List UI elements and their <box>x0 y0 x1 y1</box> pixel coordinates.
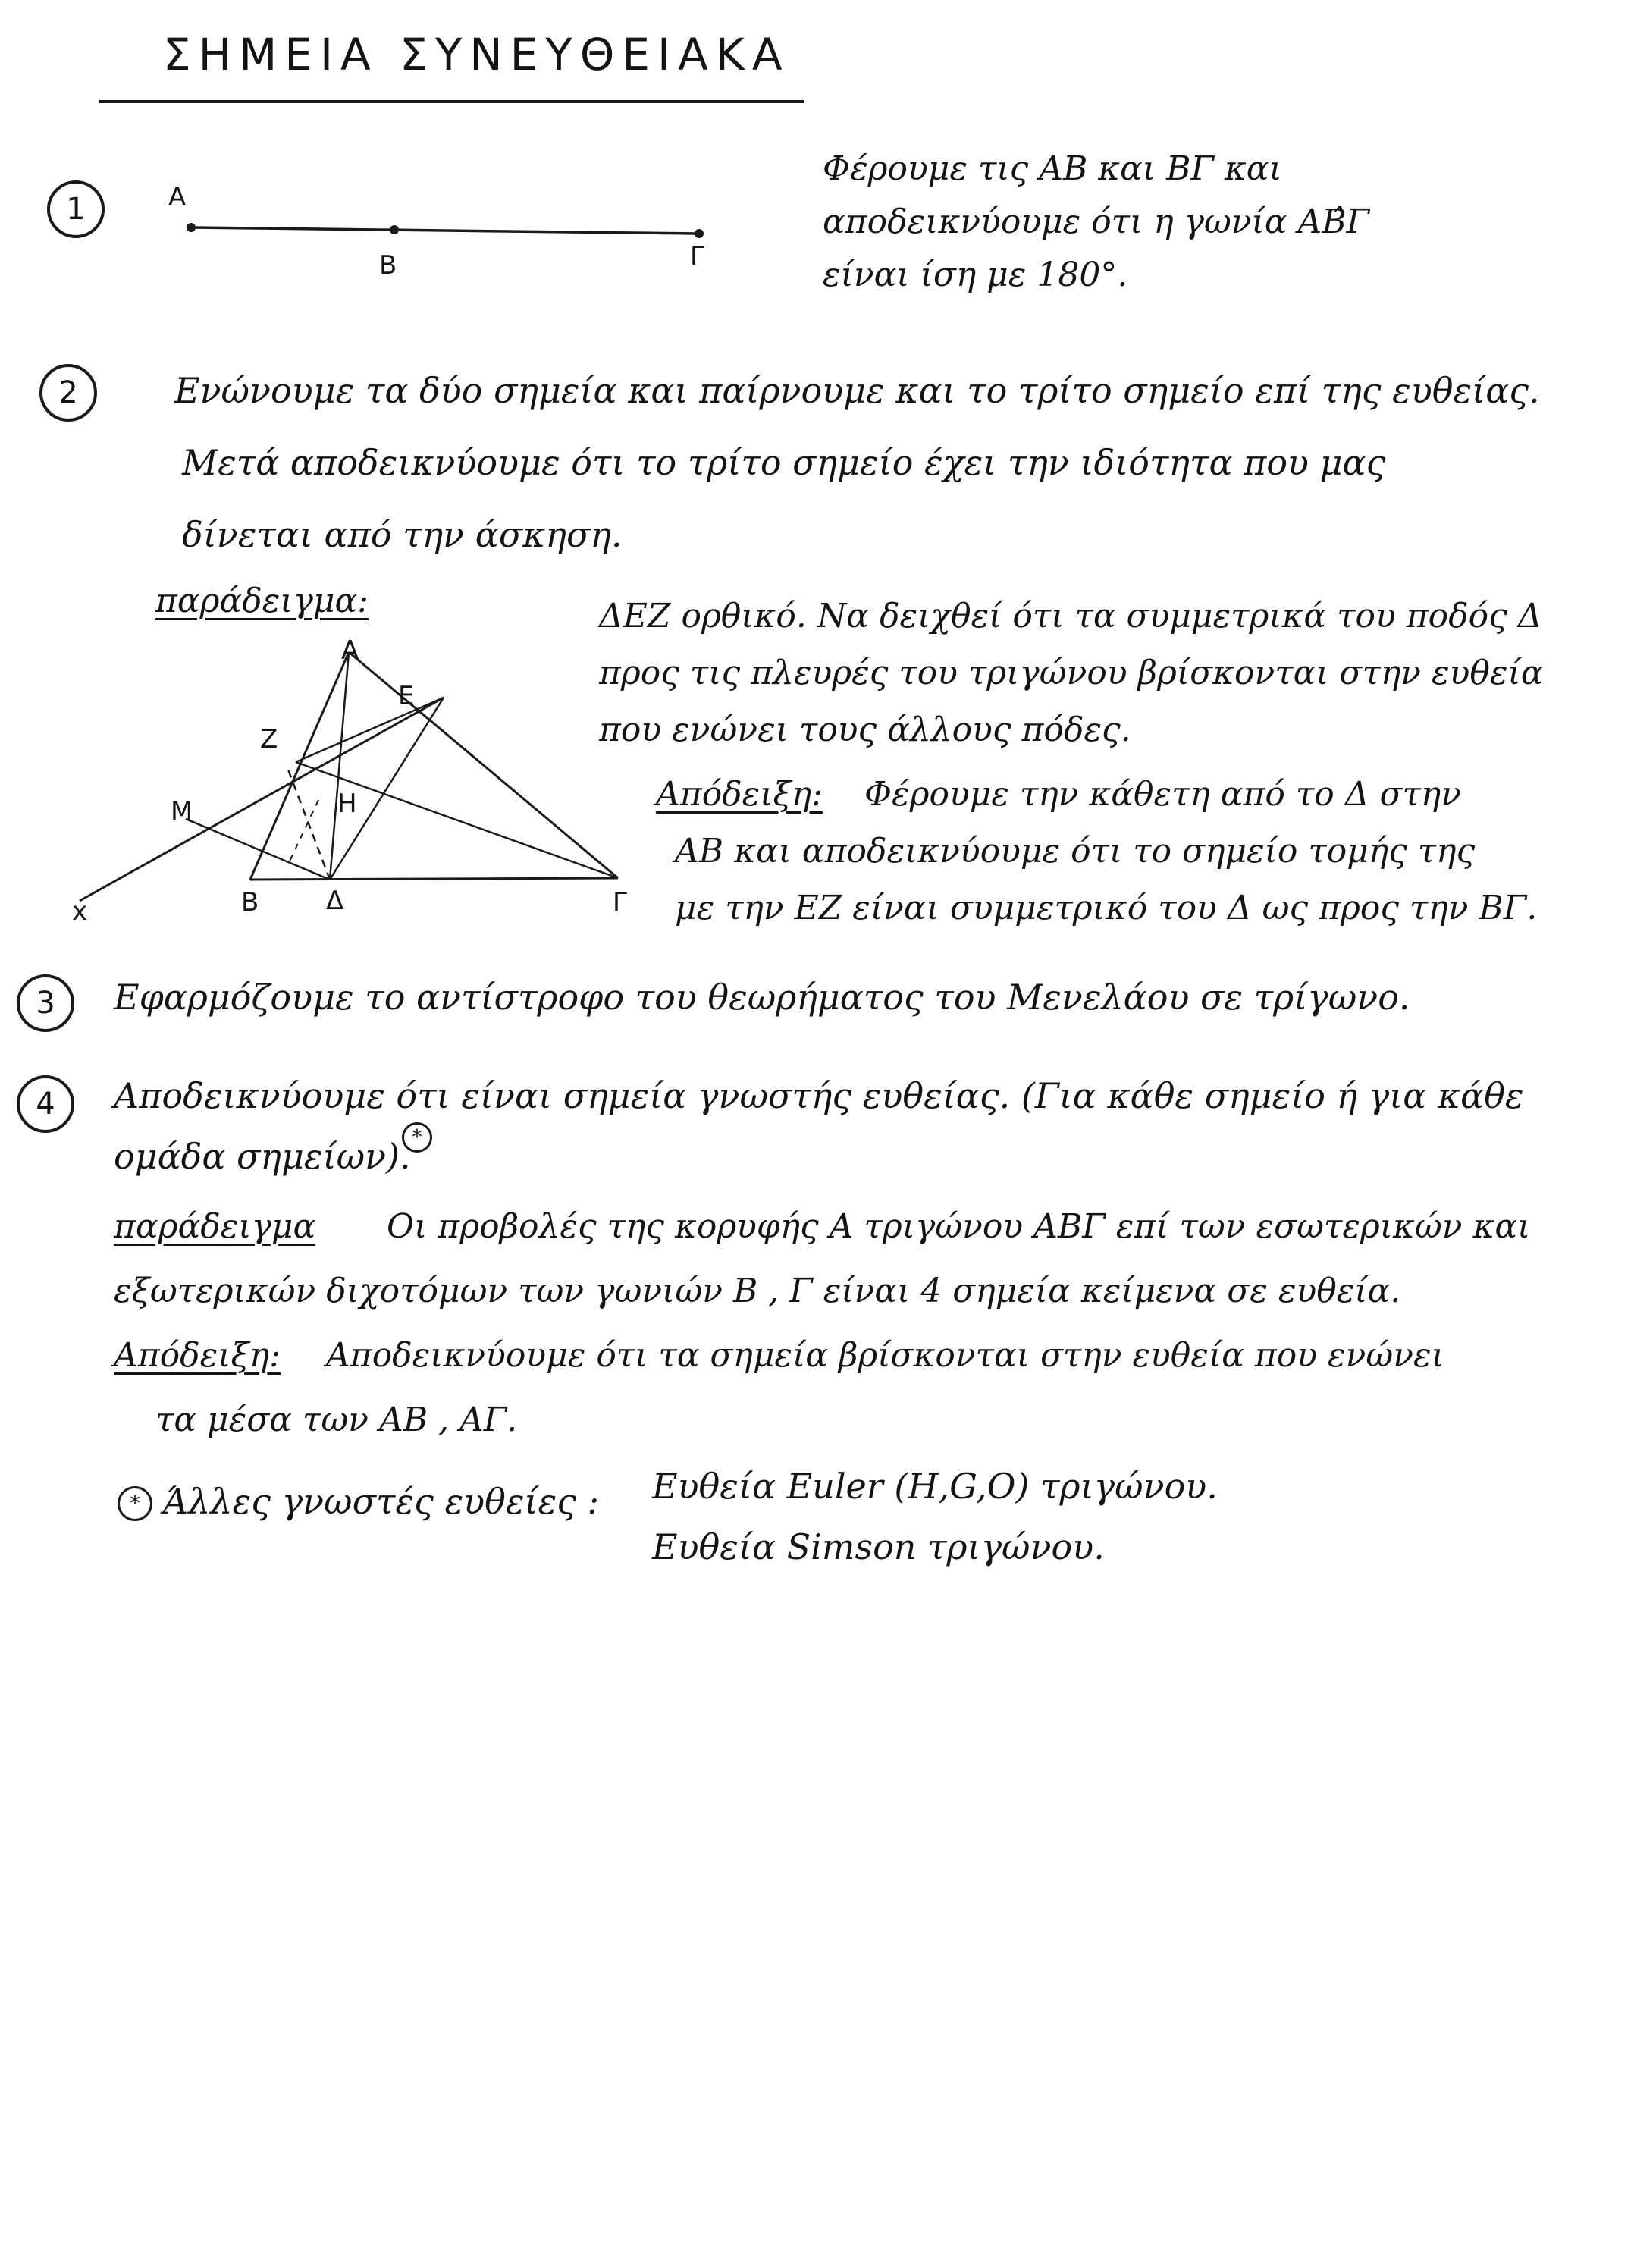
fig-label-a: A <box>341 635 359 666</box>
section-2-example-line-1: ΔΕΖ ορθικό. Να δειχθεί ότι τα συμμετρικά του ποδός Δ <box>599 597 1542 635</box>
section-4-number: 4 <box>17 1075 74 1133</box>
section-4-line-2: ομάδα σημείων). <box>114 1136 411 1177</box>
section-2-example-line-3: που ενώνει τους άλλους πόδες. <box>599 711 1131 749</box>
section-2-line-2: Μετά αποδεικνύουμε ότι το τρίτο σημείο έχει την ιδιότητα που μας <box>182 442 1386 483</box>
section-2-example-label: παράδειγμα: <box>155 582 369 620</box>
footnote-marker: * <box>118 1486 152 1521</box>
section-3-line: Εφαρμόζουμε το αντίστροφο του θεωρήματος του Μενελάου σε τρίγωνο. <box>114 977 1410 1018</box>
fig-label-e: Ε <box>398 681 415 711</box>
section-2-number: 2 <box>39 364 97 422</box>
section-1-line-1: Φέρουμε τις AB και BΓ και <box>823 149 1282 188</box>
point-a-label: A <box>168 182 187 212</box>
page-title: ΣΗΜΕΙΑ ΣΥΝΕΥΘΕΙΑΚΑ <box>163 29 790 80</box>
fig-label-d: Δ <box>326 886 344 916</box>
fig-label-h: Η <box>337 789 357 819</box>
title-underline <box>99 100 804 103</box>
section-2-line-1: Ενώνουμε τα δύο σημεία και παίρνουμε και το τρίτο σημείο επί της ευθείας. <box>174 370 1540 411</box>
fig-label-g: Γ <box>613 887 627 918</box>
fig-label-m: Μ <box>171 796 193 827</box>
section-1-line-2: αποδεικνύουμε ότι η γωνία ΑΒ̂Γ <box>823 202 1370 241</box>
section-2-proof-line-3: με την ΕΖ είναι συμμετρικό του Δ ως προς την ΒΓ. <box>675 889 1538 927</box>
point-b-label: B <box>379 250 397 281</box>
section-4-footnote-marker: * <box>402 1122 432 1153</box>
fig-label-x: x <box>72 896 88 927</box>
section-2-proof-line-1: Φέρουμε την κάθετη από το Δ στην <box>864 775 1461 814</box>
section-1-number: 1 <box>47 180 105 238</box>
section-2-proof-label: Απόδειξη: <box>656 775 823 814</box>
section-4-example-label: παράδειγμα <box>114 1207 316 1246</box>
fig-label-z: Ζ <box>260 724 278 754</box>
section-4-proof-line-2: τα μέσα των ΑΒ , ΑΓ. <box>155 1401 518 1439</box>
section-1-line-3: είναι ίση με 180°. <box>823 256 1128 294</box>
footnote-item-euler: Ευθεία Euler (H,G,O) τριγώνου. <box>652 1466 1218 1507</box>
section-2-example-line-2: προς τις πλευρές του τριγώνου βρίσκονται στην ευθεία <box>599 654 1544 692</box>
section-4-line-1: Αποδεικνύουμε ότι είναι σημεία γνωστής ευθείας. (Για κάθε σημείο ή για κάθε <box>114 1075 1524 1116</box>
fig-label-b: Β <box>241 887 259 918</box>
section-2-proof-line-2: AB και αποδεικνύουμε ότι το σημείο τομής της <box>675 832 1476 870</box>
section-4-example-line-1: Οι προβολές της κορυφής Α τριγώνου ΑΒΓ επί των εσωτερικών και <box>387 1207 1531 1246</box>
section-2-line-3: δίνεται από την άσκηση. <box>182 514 623 555</box>
section-4-proof-line-1: Αποδεικνύουμε ότι τα σημεία βρίσκονται στην ευθεία που ενώνει <box>326 1336 1444 1375</box>
section-4-proof-label: Απόδειξη: <box>114 1336 281 1375</box>
section-4-example-line-2: εξωτερικών διχοτόμων των γωνιών Β , Γ είναι 4 σημεία κείμενα σε ευθεία. <box>114 1272 1401 1310</box>
point-g-label: Γ <box>690 241 704 271</box>
section-3-number: 3 <box>17 974 74 1032</box>
section-1-figure <box>152 174 758 288</box>
footnote-label: Άλλες γνωστές ευθείες : <box>163 1481 600 1522</box>
footnote-item-simson: Ευθεία Simson τριγώνου. <box>652 1526 1105 1567</box>
